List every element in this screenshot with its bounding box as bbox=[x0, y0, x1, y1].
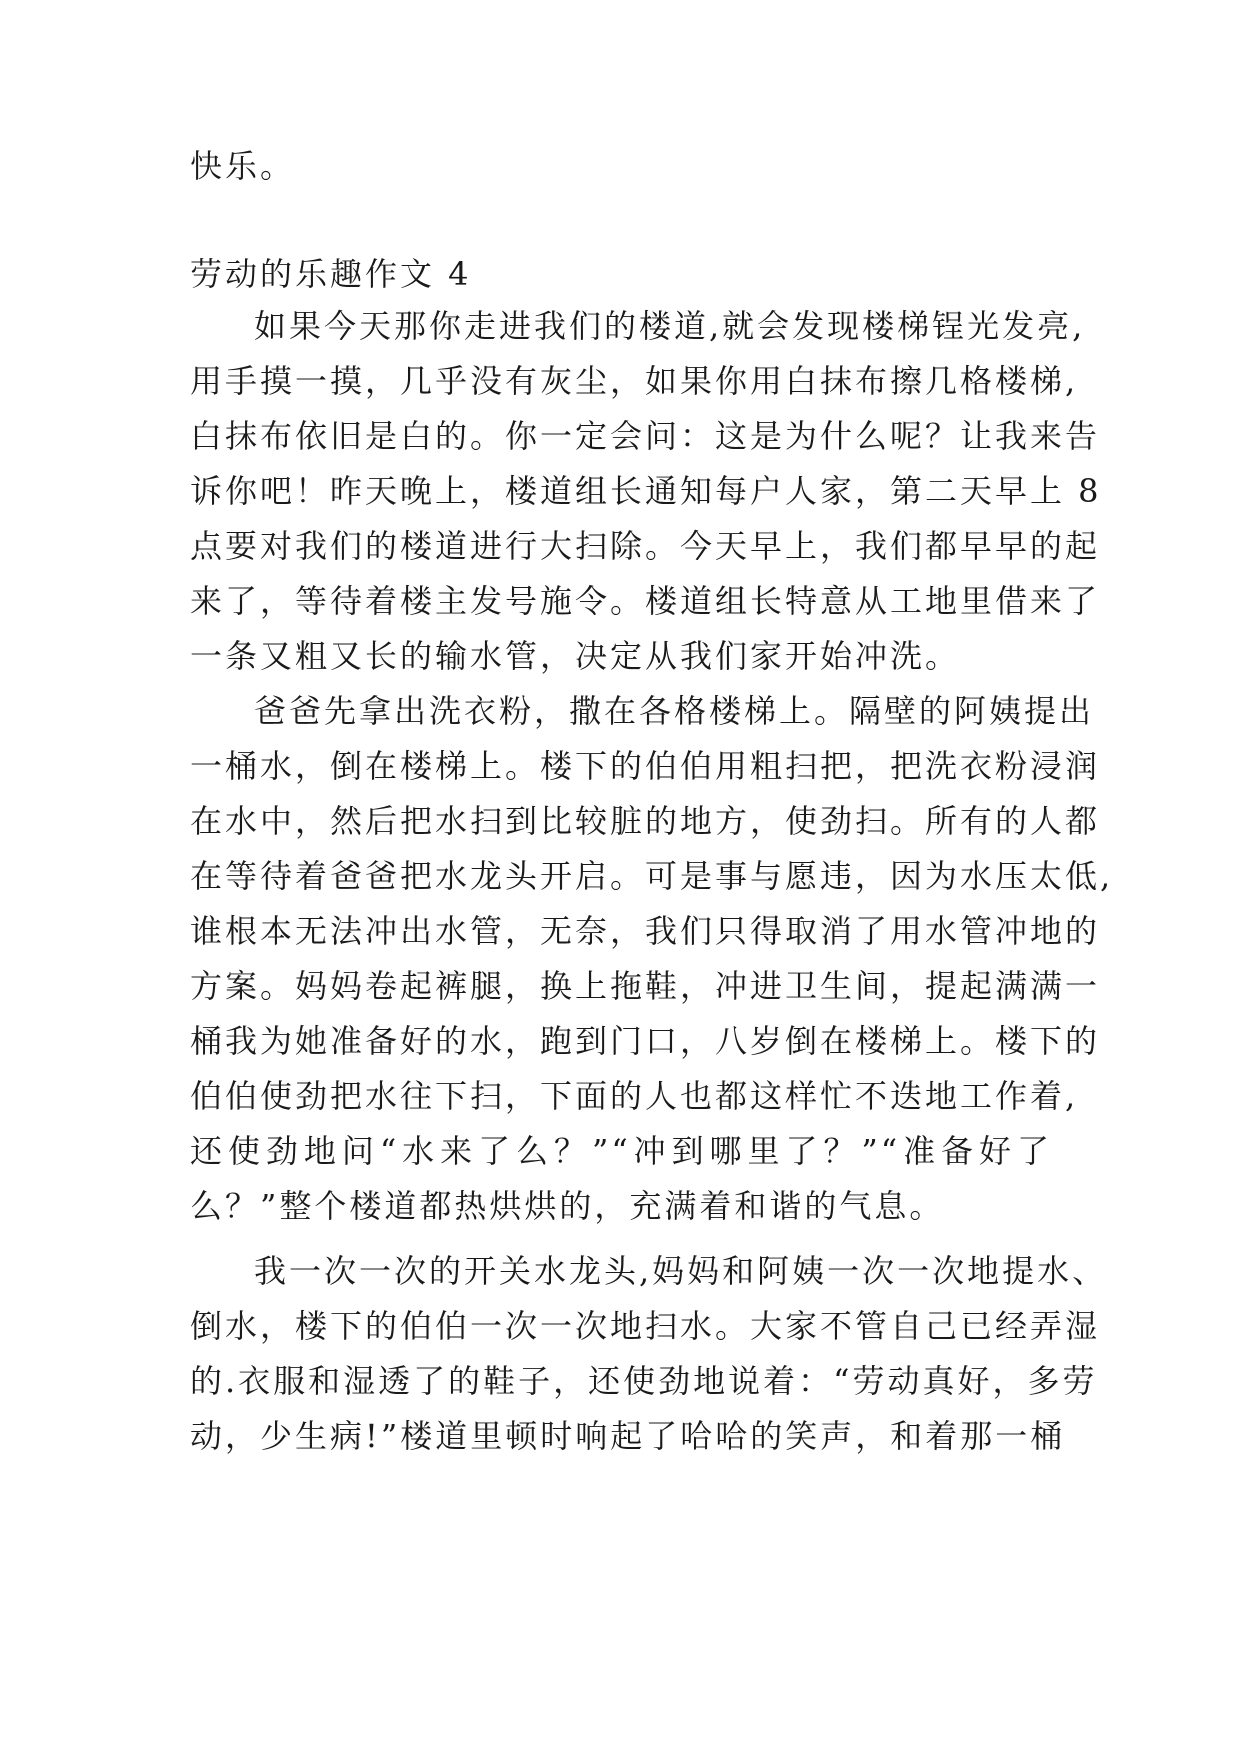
text-line: 白抹布依旧是白的。你一定会问：这是为什么呢？让我来告 bbox=[190, 417, 1101, 455]
text-line: 在等待着爸爸把水龙头开启。可是事与愿违，因为水压太低, bbox=[190, 857, 1114, 895]
text-line: 在水中，然后把水扫到比较脏的地方，使劲扫。所有的人都 bbox=[190, 802, 1101, 840]
text-line: 倒水，楼下的伯伯一次一次地扫水。大家不管自己已经弄湿 bbox=[190, 1307, 1101, 1345]
text-line: 么？”整个楼道都热烘烘的，充满着和谐的气息。 bbox=[190, 1187, 945, 1225]
text-line: 爸爸先拿出洗衣粉，撒在各格楼梯上。隔壁的阿姨提出 bbox=[254, 692, 1095, 730]
text-line: 点要对我们的楼道进行大扫除。今天早上，我们都早早的起 bbox=[190, 527, 1101, 565]
text-line: 动，少生病!”楼道里顿时响起了哈哈的笑声，和着那一桶 bbox=[190, 1417, 1066, 1455]
text-line: 伯伯使劲把水往下扫，下面的人也都这样忙不迭地工作着, bbox=[190, 1077, 1079, 1115]
paragraph-tail: 快乐。 bbox=[190, 147, 296, 185]
text-line: 来了，等待着楼主发号施令。楼道组长特意从工地里借来了 bbox=[190, 582, 1101, 620]
text-line: 一桶水，倒在楼梯上。楼下的伯伯用粗扫把，把洗衣粉浸润 bbox=[190, 747, 1101, 785]
text-line: 诉你吧！昨天晚上，楼道组长通知每户人家，第二天早上 8 bbox=[190, 472, 1102, 510]
text-line: 方案。妈妈卷起裤腿，换上拖鞋，冲进卫生间，提起满满一 bbox=[190, 967, 1101, 1005]
text-line: 谁根本无法冲出水管，无奈，我们只得取消了用水管冲地的 bbox=[190, 912, 1101, 950]
text-line: 桶我为她准备好的水，跑到门口，八岁倒在楼梯上。楼下的 bbox=[190, 1022, 1101, 1060]
text-line: 用手摸一摸，几乎没有灰尘，如果你用白抹布擦几格楼梯, bbox=[190, 362, 1079, 400]
text-line: 还使劲地问“水来了么？”“冲到哪里了？”“准备好了 bbox=[190, 1132, 1052, 1170]
text-line: 的.衣服和湿透了的鞋子，还使劲地说着：“劳动真好，多劳 bbox=[190, 1362, 1098, 1400]
text-line: 一条又粗又长的输水管，决定从我们家开始冲洗。 bbox=[190, 637, 961, 675]
section-heading: 劳动的乐趣作文 4 bbox=[190, 255, 472, 293]
text-line: 我一次一次的开关水龙头,妈妈和阿姨一次一次地提水、 bbox=[254, 1252, 1108, 1290]
text-line: 如果今天那你走进我们的楼道,就会发现楼梯锃光发亮, bbox=[254, 307, 1086, 345]
